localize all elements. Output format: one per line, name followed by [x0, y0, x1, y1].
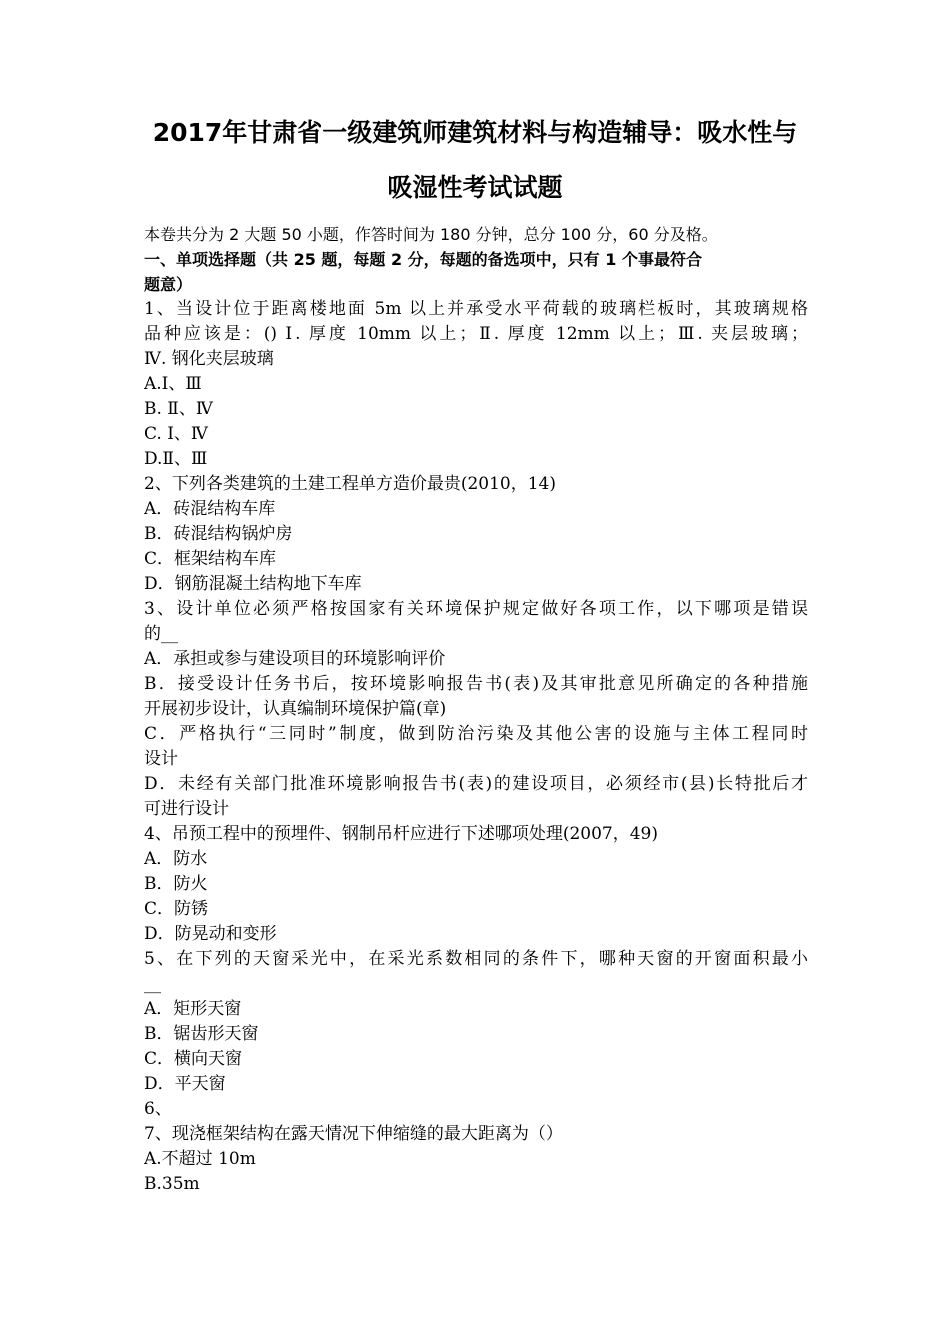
question-4-option-b: B．防火	[144, 874, 208, 894]
question-7-stem: 7、现浇框架结构在露天情况下伸缩缝的最大距离为（）	[144, 1124, 563, 1144]
question-3-option-c-line-1: C．严格执行“三同时”制度，做到防治污染及其他公害的设施与主体工程同时	[144, 724, 808, 744]
document-body	[144, 222, 808, 1197]
question-3-option-c-line-2: 设计	[144, 749, 178, 769]
question-3-line-1: 3、设计单位必须严格按国家有关环境保护规定做好各项工作，以下哪项是错误	[144, 599, 808, 619]
question-4-option-d: D．防晃动和变形	[144, 924, 277, 944]
question-4-stem: 4、吊预工程中的预埋件、钢制吊杆应进行下述哪项处理(2007，49)	[144, 824, 658, 844]
question-1-option-d: D.Ⅱ、Ⅲ	[144, 449, 208, 469]
question-1-line-1: 1、当设计位于距离楼地面 5m 以上并承受水平荷载的玻璃栏板时，其玻璃规格	[144, 299, 808, 319]
exam-intro: 本卷共分为 2 大题 50 小题，作答时间为 180 分钟，总分 100 分，60 分及格。	[144, 225, 718, 244]
question-5-option-d: D．平天窗	[144, 1074, 226, 1094]
question-1-option-c: C. Ⅰ、Ⅳ	[144, 424, 208, 444]
document-title-line-1: 2017年甘肃省一级建筑师建筑材料与构造辅导：吸水性与	[152, 118, 798, 147]
question-3-option-b-line-1: B．接受设计任务书后，按环境影响报告书(表)及其审批意见所确定的各种措施	[144, 674, 808, 694]
question-4-option-a: A．防水	[144, 849, 208, 869]
question-7-option-b: B.35m	[144, 1174, 200, 1194]
question-2-option-a: A．砖混结构车库	[144, 499, 276, 519]
question-3-option-a: A．承担或参与建设项目的环境影响评价	[144, 649, 446, 669]
question-3-line-2: 的__	[144, 624, 178, 644]
question-2-option-b: B．砖混结构锅炉房	[144, 524, 293, 544]
question-1-option-a: A.Ⅰ、Ⅲ	[144, 374, 202, 394]
question-1-option-b: B. Ⅱ、Ⅳ	[144, 399, 213, 419]
question-5-option-b: B．锯齿形天窗	[144, 1024, 259, 1044]
question-3-option-b-line-2: 开展初步设计，认真编制环境保护篇(章)	[144, 699, 447, 719]
section-heading-line-2: 题意）	[144, 275, 193, 294]
question-6-stem: 6、	[144, 1099, 172, 1119]
question-5-line-1: 5、在下列的天窗采光中，在采光系数相同的条件下，哪种天窗的开窗面积最小	[144, 949, 808, 969]
question-5-option-c: C．横向天窗	[144, 1049, 243, 1069]
section-heading-line-1: 一、单项选择题（共 25 题，每题 2 分，每题的备选项中，只有 1 个事最符合	[144, 250, 702, 269]
question-3-option-d-line-1: D．未经有关部门批准环境影响报告书(表)的建设项目，必须经市(县)长特批后才	[144, 774, 808, 794]
question-1-line-3: Ⅳ. 钢化夹层玻璃	[144, 349, 274, 369]
question-5-option-a: A．矩形天窗	[144, 999, 242, 1019]
question-5-line-2: __	[144, 974, 161, 994]
question-7-option-a: A.不超过 10m	[144, 1149, 256, 1169]
question-4-option-c: C．防锈	[144, 899, 209, 919]
question-3-option-d-line-2: 可进行设计	[144, 799, 229, 819]
document-title-line-2: 吸湿性考试试题	[387, 173, 563, 202]
question-1-line-2: 品种应该是：() Ⅰ. 厚度 10mm 以上；Ⅱ. 厚度 12mm 以上；Ⅲ. 夹层玻璃；	[144, 324, 808, 344]
question-2-option-c: C．框架结构车库	[144, 549, 277, 569]
question-2-stem: 2、下列各类建筑的土建工程单方造价最贵(2010，14)	[144, 474, 556, 494]
question-2-option-d: D．钢筋混凝土结构地下车库	[144, 574, 362, 594]
